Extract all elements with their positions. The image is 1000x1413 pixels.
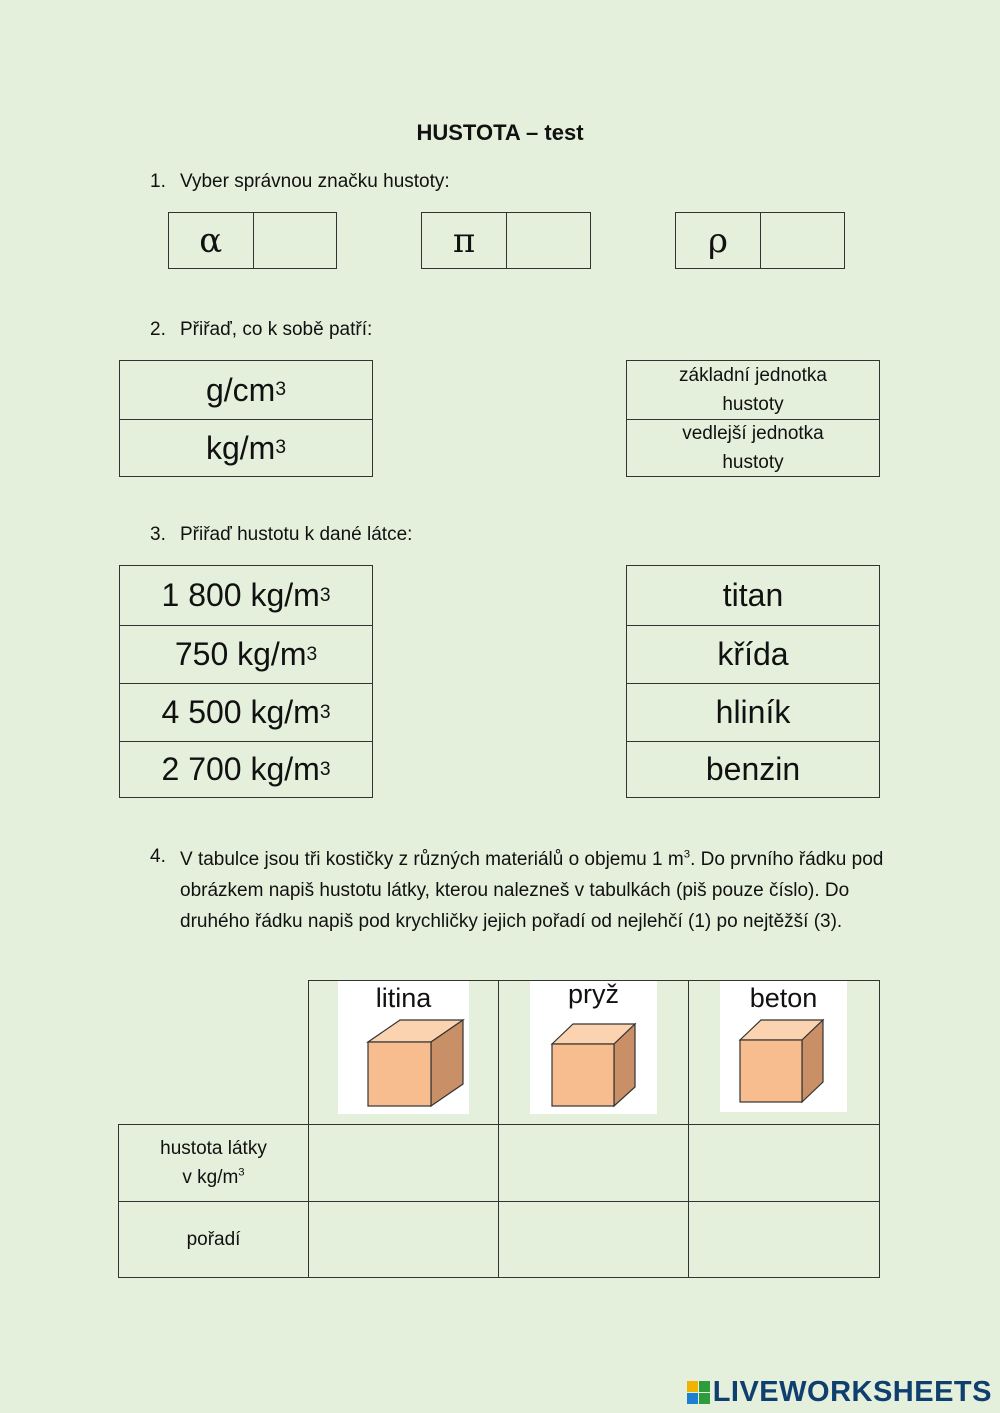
unit-description-secondary[interactable]: vedlejší jednotka hustoty	[627, 419, 879, 476]
density-value-item[interactable]: 750 kg/m 3	[120, 625, 372, 683]
substance-item[interactable]: titan	[722, 577, 784, 613]
materials-table	[118, 980, 880, 1278]
symbol-option-alpha	[168, 212, 337, 269]
material-image-cell	[308, 980, 499, 1125]
question-4-number: 4.	[150, 846, 166, 867]
symbol-label: π	[452, 220, 476, 261]
substance-item[interactable]: hliník	[627, 683, 879, 741]
material-card-beton	[720, 981, 847, 1112]
question-2	[150, 319, 950, 345]
question-3	[150, 524, 950, 550]
material-image-cell	[498, 980, 689, 1125]
question-1	[150, 171, 950, 197]
units-list	[119, 360, 373, 477]
row-label-order: pořadí	[118, 1201, 309, 1278]
substance-list	[626, 565, 880, 798]
material-name: pryž	[567, 979, 619, 1009]
density-input-litina[interactable]	[308, 1124, 499, 1202]
unit-item-g-cm3[interactable]: g/cm 3	[205, 371, 286, 408]
unit-description-list	[626, 360, 880, 477]
density-values-list	[119, 565, 373, 798]
logo-text: LIVEWORKSHEETS	[712, 1376, 992, 1408]
question-text: Přiřaď, co k sobě patří:	[180, 319, 373, 340]
symbol-label: α	[199, 220, 223, 261]
question-4-text: V tabulce jsou tři kostičky z různých materiálů o objemu 1 $m^3$. Do prvního řádku pod obrázkem napiš hustotu látky, kterou nalezneš v tabulkách (piš pouze číslo). Do druhého řádku napiš pod krychličky jejich pořadí od nejlehčí (1) po nejtěžší (3).	[180, 848, 884, 932]
material-card-litina	[338, 981, 469, 1114]
density-value-item[interactable]: 2 700 kg/m 3	[120, 741, 372, 797]
question-text: Přiřaď hustotu k dané látce:	[180, 524, 413, 545]
cube-icon	[530, 981, 657, 1114]
row-label-density: hustota látky v $kg/m^3$	[118, 1124, 309, 1202]
cube-icon	[720, 981, 847, 1112]
page-title: HUSTOTA – test	[416, 120, 584, 145]
symbol-label: ρ	[708, 220, 728, 261]
material-card-pryz	[530, 981, 657, 1114]
material-image-cell	[688, 980, 880, 1125]
liveworksheets-logo-icon	[687, 1381, 710, 1404]
material-name: litina	[375, 983, 432, 1013]
symbol-option-pi	[421, 212, 591, 269]
symbol-answer-box[interactable]	[506, 213, 590, 268]
density-input-pryz[interactable]	[498, 1124, 689, 1202]
density-value-item[interactable]: 1 800 kg/m 3	[161, 577, 331, 613]
symbol-answer-box[interactable]	[253, 213, 337, 268]
unit-item-kg-m3[interactable]: kg/m 3	[120, 419, 372, 476]
substance-item[interactable]: křída	[627, 625, 879, 683]
question-number: 2.	[150, 319, 166, 340]
symbol-option-rho	[675, 212, 845, 269]
order-input-litina[interactable]	[308, 1201, 499, 1278]
question-number: 1.	[150, 171, 166, 192]
material-name: beton	[749, 983, 818, 1013]
question-text: Vyber správnou značku hustoty:	[180, 171, 450, 192]
unit-description-base[interactable]: základní jednotka hustoty	[679, 365, 827, 415]
substance-item[interactable]: benzin	[627, 741, 879, 797]
density-value-item[interactable]: 4 500 kg/m 3	[120, 683, 372, 741]
density-input-beton[interactable]	[688, 1124, 880, 1202]
liveworksheets-logo	[687, 1376, 992, 1409]
cube-icon	[338, 981, 469, 1114]
order-input-pryz[interactable]	[498, 1201, 689, 1278]
order-input-beton[interactable]	[688, 1201, 880, 1278]
question-number: 3.	[150, 524, 166, 545]
symbol-answer-box[interactable]	[760, 213, 844, 268]
